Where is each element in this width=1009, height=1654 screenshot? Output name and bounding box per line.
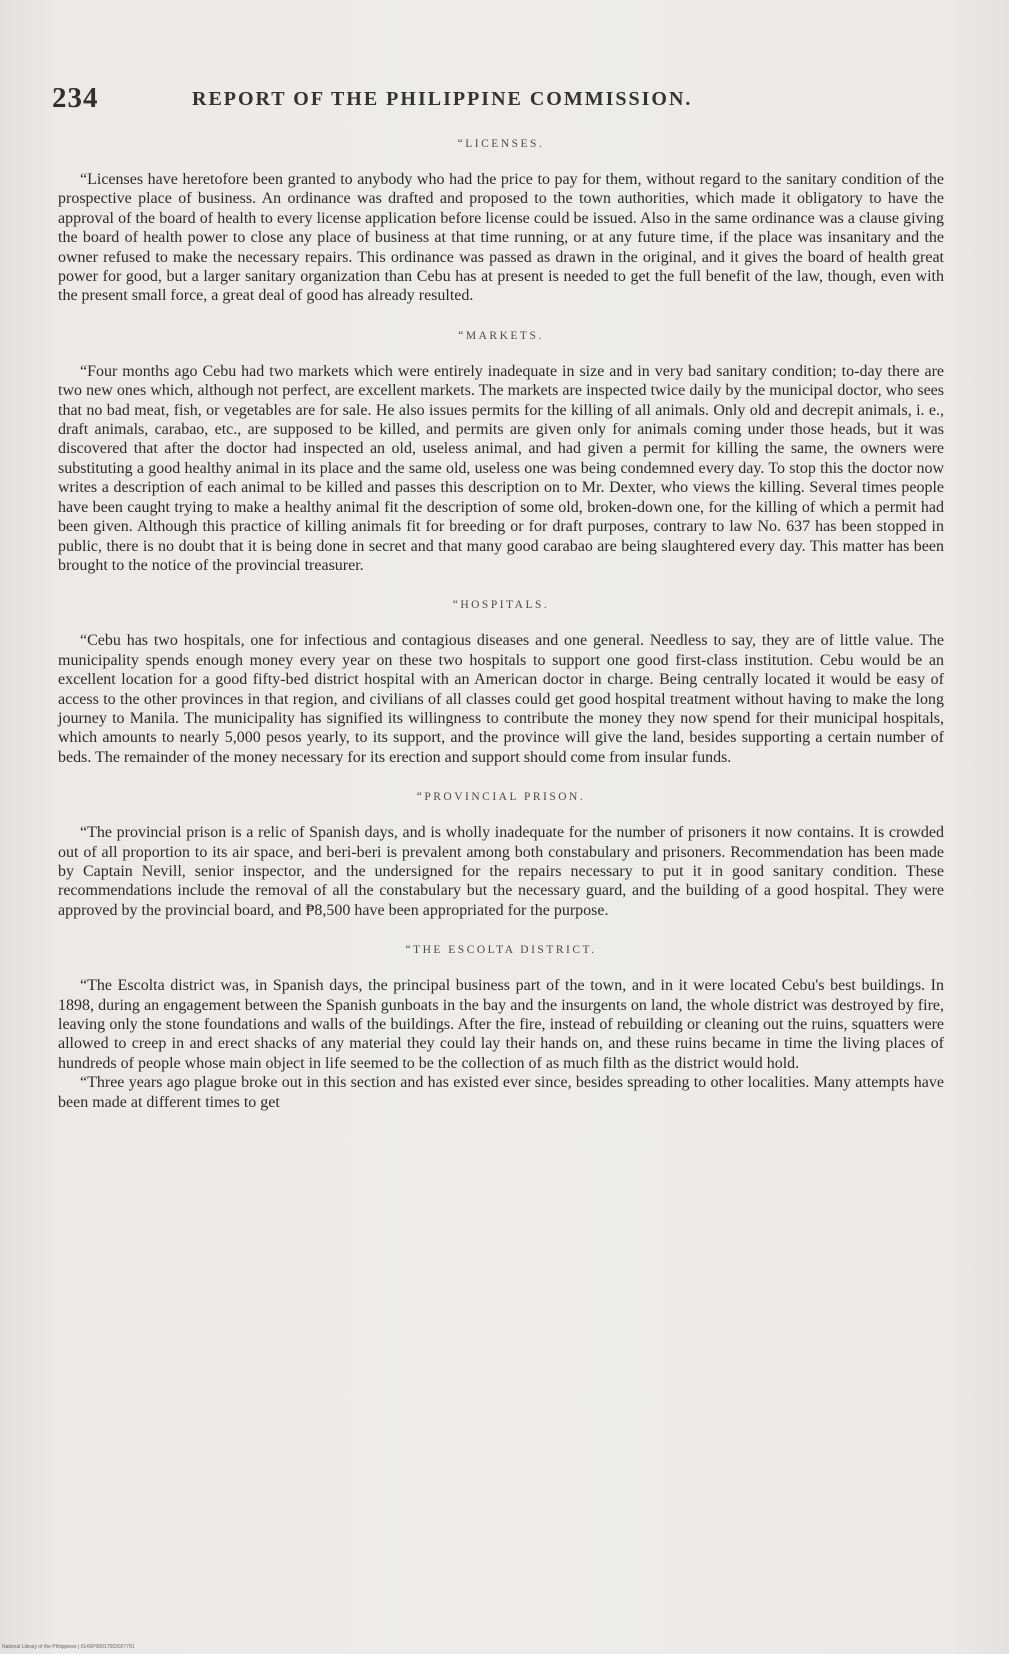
section-heading: “MARKETS. — [458, 329, 544, 342]
section-provincial-prison — [58, 791, 944, 920]
paragraph: “Four months ago Cebu had two markets which were entirely inadequate in size and in very bad sanitary condition; to-day there are two new ones which, although not perfect, are excellent markets. The markets are inspected twice daily by the municipal doctor, who sees that no bad meat, fish, or vegetables are for sale. He also issues permits for the killing of all animals. Only old and decrepit animals, i. e., draft animals, carabao, etc., are supposed to be killed, and permits are given only for animals coming under those heads, but it was discovered that after the doctor had inspected an old, useless animal, and had given a permit for killing the same, the owners were substituting a good healthy animal in its place and the same old, useless one was being condemned every day. To stop this the doctor now writes a description of each animal to be killed and passes this description on to Mr. Dexter, who views the killing. Several times people have been caught trying to make a healthy animal fit the description of some old, broken-down one, for the killing of which a permit had been given. Although this practice of killing animals fit for breeding or for draft purposes, contrary to law No. 637 has been stopped in public, there is no doubt that it is being done in secret and that many good carabao are being slaughtered every day. This matter has been brought to the notice of the provincial treasurer. — [58, 362, 944, 574]
paragraph: “Three years ago plague broke out in this section and has existed ever since, besides spreading to other localities. Many attempts have been made at different times to get — [58, 1074, 944, 1111]
section-heading: “LICENSES. — [457, 138, 545, 150]
running-title: REPORT OF THE PHILIPPINE COMMISSION. — [192, 88, 693, 110]
paragraph: “The provincial prison is a relic of Spanish days, and is wholly inadequate for the number of prisoners it now contains. It is crowded out of all proportion to its air space, and beri-beri is prevalent among both constabulary and prisoners. Recommendation has been made by Captain Nevill, senior inspector, and the undersigned for the repairs necessary to put it in good sanitary condition. These recommendations include the removal of all the constabulary but the necessary guard, and the building of a good hospital. They were approved by the provincial board, and ₱8,500 have been appropriated for the purpose. — [58, 824, 944, 919]
section-escolta-district — [58, 944, 944, 1112]
section-heading: “HOSPITALS. — [452, 599, 550, 612]
paragraph: “Cebu has two hospitals, one for infectious and contagious diseases and one general. Needless to say, they are of little value. The municipality spends enough money every year on these two hospitals to support one good first-class institution. Cebu would be an excellent location for a good fifty-bed district hospital with an American doctor in charge. Being centrally located it would be easy of access to the other provinces in that region, and civilians of all classes could get good hospital treatment without having to make the long journey to Manila. The municipality has signified its willingness to contribute the money they now spend for their municipal hospitals, which amounts to nearly 5,000 pesos yearly, to its support, and the province will give the land, besides supporting a certain number of beds. The remainder of the money necessary for its erection and support should come from insular funds. — [58, 632, 944, 766]
section-markets — [58, 330, 944, 575]
section-licenses — [58, 138, 944, 306]
paragraph: “The Escolta district was, in Spanish days, the principal business part of the town, and in it were located Cebu's best buildings. In 1898, during an engagement between the Spanish gunboats in the bay and the insurgents on land, the whole district was destroyed by fire, leaving only the stone foundations and walls of the buildings. After the fire, instead of rebuilding or cleaning out the ruins, squatters were allowed to creep in and erect shacks of any material they could lay their hands on, and these ruins became in time the living places of hundreds of people whose main object in life seemed to be the collection of as much filth as the district would hold. — [58, 977, 944, 1072]
section-hospitals — [58, 599, 944, 767]
body-text — [58, 138, 944, 1122]
paragraph: “Licenses have heretofore been granted to anybody who had the price to pay for them, without regard to the sanitary condition of the prospective place of business. An ordinance was drafted and proposed to the town authorities, which made it obligatory to have the approval of the board of health to every license application before license could be issued. Also in the same ordinance was a clause giving the board of health power to close any place of business at that time running, or at any future time, if the place was insanitary and the owner refused to make the necessary repairs. This ordinance was passed as drawn in the original, and it gives the board of health great power for good, but a larger sanitary organization than Cebu has at present is needed to get the full benefit of the law, though, even with the present small force, a great deal of good has already resulted. — [58, 171, 944, 305]
section-heading: “PROVINCIAL PRISON. — [416, 791, 586, 804]
section-heading: “THE ESCOLTA DISTRICT. — [405, 944, 597, 957]
page-header — [52, 82, 952, 118]
page-number: 234 — [52, 82, 99, 114]
scan-footer-note: National Library of the Philippines | 014SP00017003027791 — [2, 1644, 135, 1650]
